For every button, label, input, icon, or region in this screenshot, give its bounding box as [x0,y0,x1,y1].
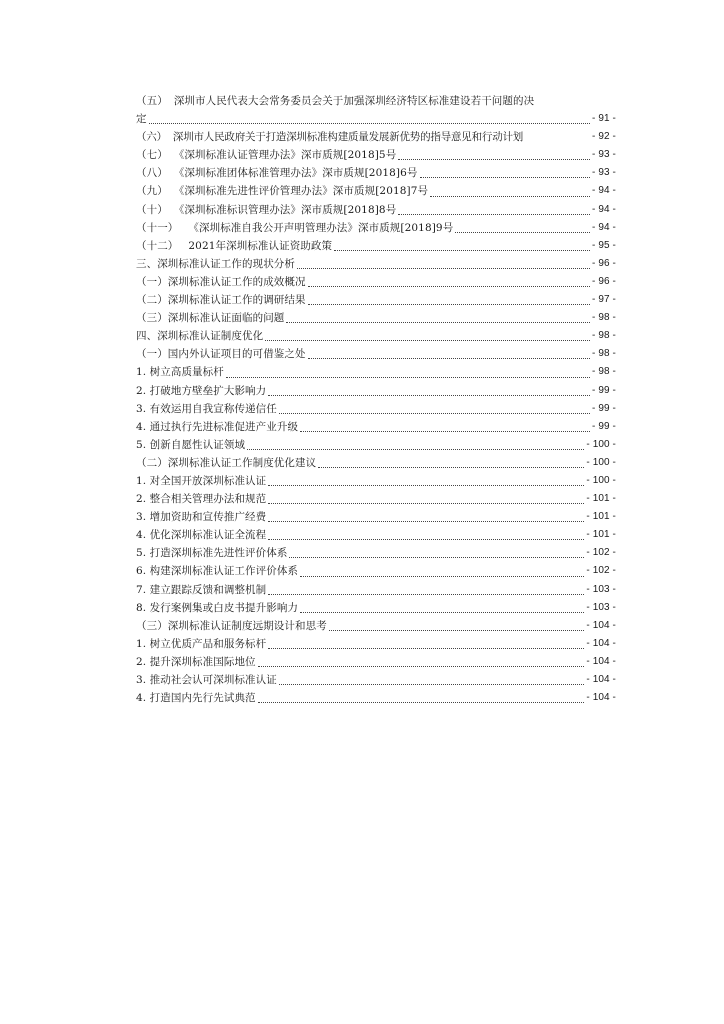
toc-dot-leader [286,312,590,323]
toc-entry-label [136,382,266,400]
toc-dot-leader [268,529,584,540]
toc-entry-title: 2021年深圳标准认证资助政策 [188,239,333,252]
toc-entry-title: 深圳市人民政府关于打造深圳标准构建质量发展新优势的指导意见和行动计划 [172,131,524,144]
toc-entry-label [136,363,224,381]
toc-page-number: - 104 - [586,692,616,704]
toc-entry[interactable] [136,490,616,508]
toc-page-number: - 104 - [586,637,616,649]
toc-entry-title: 深圳市人民代表大会常务委员会关于加强深圳经济特区标准建设若干问题的决 [173,95,535,107]
toc-entry-title: 5. 创新自愿性认证领域 [136,438,246,451]
toc-entry-title: 4. 通过执行先进标准促进产业升级 [136,420,299,433]
toc-entry-title: 《深圳标准先进性评价管理办法》深市质规[2018]7号 [173,185,429,198]
toc-dot-leader [420,167,591,178]
toc-entry-title: 《深圳标准自我公开声明管理办法》深市质规[2018]9号 [188,221,454,234]
toc-dot-leader [398,149,590,160]
toc-entry-title: （二）深圳标准认证工作的调研结果 [136,294,306,307]
toc-entry[interactable] [136,164,616,182]
toc-page-number: - 101 - [586,493,616,505]
toc-entry-prefix: （十二） [136,239,179,252]
toc-entry[interactable] [136,689,616,707]
toc-entry-label [136,472,266,490]
toc-dot-leader [308,294,590,305]
toc-page-number: - 100 - [586,474,616,486]
toc-page-number: - 94 - [592,203,616,215]
toc-entry-title: 8. 发行案例集或白皮书提升影响力 [136,601,299,614]
toc-entry-title: （三）深圳标准认证面临的问题 [136,312,285,325]
toc-entry[interactable] [136,599,616,617]
toc-page-number: - 104 - [586,674,616,685]
toc-entry-label [136,164,418,182]
toc-page-number: - 104 - [586,655,616,667]
toc-dot-leader [268,638,584,649]
toc-dot-leader [297,258,590,269]
toc-page-number: - 92 - [592,131,616,143]
toc-entry-label [136,400,277,418]
toc-page-number: - 101 - [586,511,616,523]
toc-entry-label [136,635,266,653]
toc-entry[interactable] [136,327,616,345]
toc-entry-title: 《深圳标准团体标准管理办法》深市质规[2018]6号 [173,167,418,180]
toc-entry[interactable] [136,309,616,327]
toc-entry-prefix: （十） [136,203,168,216]
toc-page-number: - 99 - [592,384,616,396]
toc-entry-label [136,653,256,671]
toc-entry-title: （三）深圳标准认证制度远期设计和思考 [136,619,327,632]
toc-entry-label [136,562,298,580]
toc-entry-title: 3. 推动社会认可深圳标准认证 [136,674,277,686]
toc-entry-title: 2. 打破地方壁垒扩大影响力 [136,384,267,397]
toc-dot-leader [268,511,584,522]
toc-entry-title: 3. 增加资助和宣传推广经费 [136,511,267,524]
toc-page-number: - 98 - [592,330,616,342]
toc-page-number: - 98 - [592,348,616,360]
toc-dot-leader [308,276,590,287]
toc-entry[interactable] [136,544,616,562]
toc-entry-label [136,436,245,454]
toc-dot-leader [289,547,584,558]
toc-page-number: - 103 - [586,583,616,595]
toc-entry[interactable] [136,581,616,599]
toc-entry-title: 《深圳标准认证管理办法》深市质规[2018]5号 [173,149,397,162]
toc-entry[interactable] [136,237,616,255]
toc-entry-label [136,526,266,544]
table-of-contents [136,92,616,707]
toc-entry[interactable] [136,92,616,110]
toc-entry-label [136,219,453,237]
toc-entry[interactable] [136,128,616,146]
toc-entry[interactable] [136,617,616,635]
toc-dot-leader [300,566,584,577]
toc-entry-label [136,617,327,635]
toc-entry-title: 2. 提升深圳标准国际地位 [136,655,256,668]
toc-entry[interactable] [136,418,616,436]
toc-entry-title: 四、深圳标准认证制度优化 [136,330,264,343]
toc-page-number: - 96 - [592,257,616,269]
toc-entry-prefix: （八） [136,167,168,180]
toc-entry-prefix: （七） [136,149,168,162]
toc-entry-title: （一）深圳标准认证工作的成效概况 [136,275,306,288]
toc-page-number: - 98 - [592,366,616,378]
toc-entry-title: 4. 打造国内先行先试典范 [136,692,256,705]
toc-dot-leader [149,113,590,124]
toc-entry[interactable] [136,146,616,164]
toc-entry-title: （一）国内外认证项目的可借鉴之处 [136,348,306,361]
toc-entry[interactable] [136,472,616,490]
toc-dot-leader [258,656,585,667]
toc-entry-label [136,671,277,689]
toc-entry-title: 3. 有效运用自我宣称传递信任 [136,402,277,415]
toc-entry-title: 1. 树立优质产品和服务标杆 [136,637,267,650]
toc-entry-label [136,110,147,128]
toc-entry-title: 2. 整合相关管理办法和规范 [136,493,267,506]
toc-entry[interactable] [136,400,616,418]
toc-entry-label [136,599,298,617]
toc-dot-leader [318,457,584,468]
toc-entry[interactable] [136,110,616,128]
toc-entry-label [136,345,306,363]
toc-entry-prefix: （五） [136,95,168,107]
toc-entry[interactable] [136,363,616,381]
toc-dot-leader [334,240,590,251]
toc-entry-title: 1. 对全国开放深圳标准认证 [136,474,267,487]
toc-page-number: - 101 - [586,529,616,541]
toc-entry-prefix: （六） [136,131,167,144]
toc-entry[interactable] [136,255,616,273]
toc-entry-title: 三、深圳标准认证工作的现状分析 [136,257,295,270]
toc-entry-label [136,273,306,291]
toc-entry-label [136,92,616,110]
toc-dot-leader [279,403,590,414]
toc-page-number: - 97 - [592,294,616,306]
toc-page-number: - 95 - [592,239,616,251]
toc-dot-leader [258,692,585,703]
toc-page-number: - 102 - [586,547,616,559]
toc-dot-leader [430,186,590,197]
toc-dot-leader [398,204,590,215]
toc-entry-title: 5. 打造深圳标准先进性评价体系 [136,547,288,560]
toc-entry-title: 6. 构建深圳标准认证工作评价体系 [136,565,299,578]
toc-entry-prefix: （十一） [136,221,179,234]
toc-entry-title: （二）深圳标准认证工作制度优化建议 [136,456,317,469]
toc-dot-leader [300,421,590,432]
toc-dot-leader [329,620,585,631]
toc-dot-leader [268,584,584,595]
toc-entry[interactable] [136,382,616,400]
toc-entry-title: 《深圳标准标识管理办法》深市质规[2018]8号 [173,203,397,216]
toc-page-number: - 103 - [586,601,616,613]
toc-page-number: - 100 - [586,456,616,468]
toc-page-number: - 98 - [592,312,616,324]
toc-entry[interactable] [136,526,616,544]
toc-dot-leader [268,385,590,396]
toc-entry-label [136,689,256,707]
toc-entry-label [136,128,592,146]
toc-entry-label [136,146,396,164]
toc-page-number: - 100 - [586,438,616,450]
toc-entry-label [136,418,298,436]
toc-entry-label [136,327,263,345]
toc-entry-label [136,237,332,255]
toc-entry-label [136,508,266,526]
toc-page-number: - 93 - [592,167,616,179]
toc-page-number: - 93 - [592,149,616,161]
toc-entry[interactable] [136,291,616,309]
toc-entry[interactable] [136,182,616,200]
toc-entry-label [136,581,266,599]
toc-page-number: - 99 - [592,402,616,414]
toc-entry-prefix: （九） [136,185,168,198]
toc-dot-leader [300,602,584,613]
toc-entry[interactable] [136,219,616,237]
toc-page-number: - 104 - [586,619,616,631]
toc-page-number: - 99 - [592,420,616,432]
toc-dot-leader [268,493,584,504]
toc-page-number: - 94 - [592,221,616,233]
toc-entry-label [136,182,428,200]
toc-page-number: - 102 - [586,565,616,577]
toc-entry-label [136,309,284,327]
toc-entry-label [136,291,306,309]
toc-entry-title: 7. 建立跟踪反馈和调整机制 [136,583,267,596]
toc-entry-label [136,454,316,472]
toc-page-number: - 94 - [592,185,616,197]
toc-dot-leader [279,674,585,685]
toc-entry-title: 定 [136,113,147,126]
toc-entry[interactable] [136,436,616,454]
toc-entry[interactable] [136,454,616,472]
toc-dot-leader [265,330,590,341]
toc-entry-label [136,544,287,562]
toc-entry[interactable] [136,562,616,580]
toc-dot-leader [226,367,590,378]
toc-dot-leader [247,439,584,450]
toc-entry-label [136,255,295,273]
toc-page-number: - 91 - [592,113,616,125]
toc-page-number: - 96 - [592,275,616,287]
toc-entry[interactable] [136,508,616,526]
toc-entry-title: 1. 树立高质量标杆 [136,366,224,379]
toc-entry[interactable] [136,345,616,363]
toc-dot-leader [268,475,584,486]
toc-entry[interactable] [136,653,616,671]
toc-dot-leader [455,222,590,233]
toc-entry[interactable] [136,201,616,219]
toc-entry[interactable] [136,635,616,653]
toc-dot-leader [308,348,590,359]
toc-entry[interactable] [136,273,616,291]
toc-entry-label [136,201,396,219]
toc-entry-title: 4. 优化深圳标准认证全流程 [136,529,267,542]
toc-entry[interactable] [136,671,616,689]
toc-entry-label [136,490,266,508]
